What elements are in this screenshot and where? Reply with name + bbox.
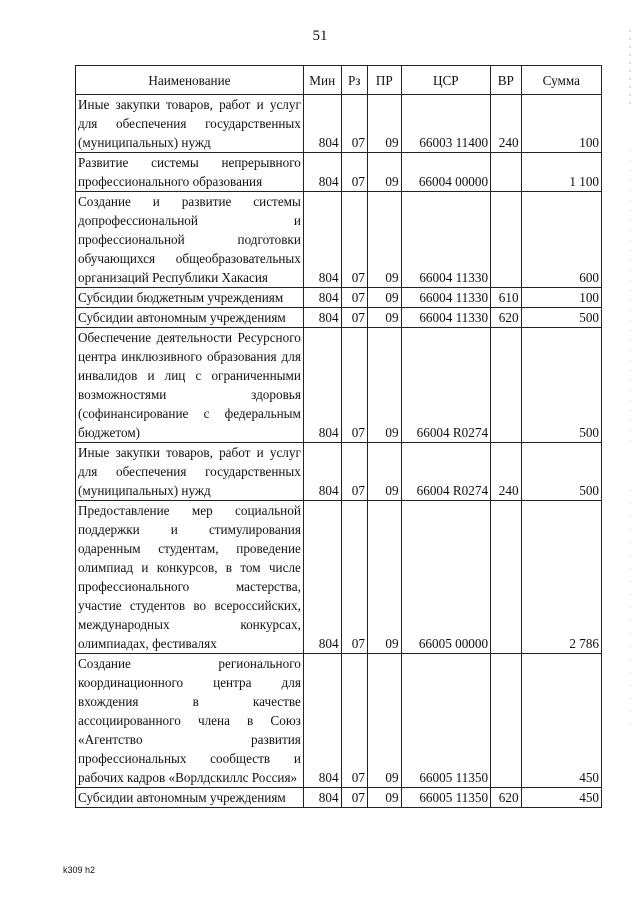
cell-csr: 66005 11350 xyxy=(401,788,491,808)
cell-vr: 240 xyxy=(491,443,522,501)
cell-rz: 07 xyxy=(341,654,367,788)
table-row xyxy=(76,443,602,501)
cell-csr: 66004 R0274 xyxy=(401,328,491,443)
cell-csr: 66004 R0274 xyxy=(401,443,491,501)
cell-vr: 610 xyxy=(491,288,522,308)
cell-csr: 66004 11330 xyxy=(401,288,491,308)
cell-min: 804 xyxy=(303,328,341,443)
cell-vr: 620 xyxy=(491,308,522,328)
cell-sum: 450 xyxy=(521,654,601,788)
cell-vr xyxy=(491,654,522,788)
cell-name: Предоставление мер социальной поддержки и стимулирования одаренным студентам, проведение олимпиад и конкурсов, в том числе профессионального мастерства, участие студентов во всероссийских, международных конкурсах, олимпиадах, фестивалях xyxy=(76,501,304,654)
table-row xyxy=(76,328,602,443)
cell-rz: 07 xyxy=(341,192,367,288)
cell-rz: 07 xyxy=(341,288,367,308)
cell-sum: 500 xyxy=(521,443,601,501)
cell-pr: 09 xyxy=(367,443,401,501)
table-row xyxy=(76,153,602,192)
header-name: Наименование xyxy=(76,66,304,95)
cell-min: 804 xyxy=(303,654,341,788)
margin-scan-marks xyxy=(628,30,632,730)
table-row xyxy=(76,95,602,153)
cell-vr xyxy=(491,328,522,443)
table-row xyxy=(76,654,602,788)
cell-min: 804 xyxy=(303,788,341,808)
cell-min: 804 xyxy=(303,443,341,501)
cell-pr: 09 xyxy=(367,192,401,288)
cell-csr: 66005 11350 xyxy=(401,654,491,788)
cell-sum: 1 100 xyxy=(521,153,601,192)
cell-name: Субсидии автономным учреждениям xyxy=(76,788,304,808)
cell-name: Развитие системы непрерывного профессионального образования xyxy=(76,153,304,192)
cell-csr: 66005 00000 xyxy=(401,501,491,654)
cell-vr xyxy=(491,501,522,654)
cell-name: Субсидии бюджетным учреждениям xyxy=(76,288,304,308)
table-row xyxy=(76,501,602,654)
cell-sum: 500 xyxy=(521,308,601,328)
cell-pr: 09 xyxy=(367,308,401,328)
cell-min: 804 xyxy=(303,501,341,654)
cell-pr: 09 xyxy=(367,95,401,153)
cell-csr: 66003 11400 xyxy=(401,95,491,153)
cell-name: Субсидии автономным учреждениям xyxy=(76,308,304,328)
cell-pr: 09 xyxy=(367,501,401,654)
page-number: 51 xyxy=(312,28,328,44)
budget-table xyxy=(75,65,602,808)
header-csr: ЦСР xyxy=(401,66,491,95)
cell-min: 804 xyxy=(303,308,341,328)
header-min: Мин xyxy=(303,66,341,95)
table-row xyxy=(76,308,602,328)
cell-csr: 66004 00000 xyxy=(401,153,491,192)
table-row xyxy=(76,788,602,808)
cell-name: Иные закупки товаров, работ и услуг для обеспечения государственных (муниципальных) нужд xyxy=(76,443,304,501)
cell-sum: 100 xyxy=(521,288,601,308)
cell-name: Создание регионального координационного центра для вхождения в качестве ассоциированного члена в Союз «Агентство развития профессиональных сообществ и рабочих кадров «Ворлдскиллс Россия» xyxy=(76,654,304,788)
cell-sum: 500 xyxy=(521,328,601,443)
cell-sum: 450 xyxy=(521,788,601,808)
cell-min: 804 xyxy=(303,288,341,308)
cell-csr: 66004 11330 xyxy=(401,192,491,288)
cell-vr: 240 xyxy=(491,95,522,153)
cell-vr xyxy=(491,153,522,192)
cell-rz: 07 xyxy=(341,501,367,654)
cell-rz: 07 xyxy=(341,328,367,443)
cell-pr: 09 xyxy=(367,288,401,308)
cell-min: 804 xyxy=(303,192,341,288)
table-row xyxy=(76,288,602,308)
cell-min: 804 xyxy=(303,153,341,192)
cell-min: 804 xyxy=(303,95,341,153)
header-vr: ВР xyxy=(491,66,522,95)
cell-pr: 09 xyxy=(367,788,401,808)
header-sum: Сумма xyxy=(521,66,601,95)
header-pr: ПР xyxy=(367,66,401,95)
cell-name: Создание и развитие системы допрофессиональной и профессиональной подготовки обучающихся общеобразовательных организаций Республики Хакасия xyxy=(76,192,304,288)
cell-sum: 600 xyxy=(521,192,601,288)
cell-vr: 620 xyxy=(491,788,522,808)
cell-vr xyxy=(491,192,522,288)
cell-csr: 66004 11330 xyxy=(401,308,491,328)
header-rz: Рз xyxy=(341,66,367,95)
cell-pr: 09 xyxy=(367,328,401,443)
cell-rz: 07 xyxy=(341,788,367,808)
table-row xyxy=(76,192,602,288)
cell-rz: 07 xyxy=(341,153,367,192)
cell-name: Иные закупки товаров, работ и услуг для обеспечения государственных (муниципальных) нужд xyxy=(76,95,304,153)
table-header-row xyxy=(76,66,602,95)
cell-name: Обеспечение деятельности Ресурсного центра инклюзивного образования для инвалидов и лиц с ограниченными возможностями здоровья (софинансирование с федеральным бюджетом) xyxy=(76,328,304,443)
cell-rz: 07 xyxy=(341,95,367,153)
cell-rz: 07 xyxy=(341,308,367,328)
cell-pr: 09 xyxy=(367,153,401,192)
footer-code: k309 h2 xyxy=(63,865,96,875)
cell-pr: 09 xyxy=(367,654,401,788)
cell-rz: 07 xyxy=(341,443,367,501)
cell-sum: 100 xyxy=(521,95,601,153)
cell-sum: 2 786 xyxy=(521,501,601,654)
